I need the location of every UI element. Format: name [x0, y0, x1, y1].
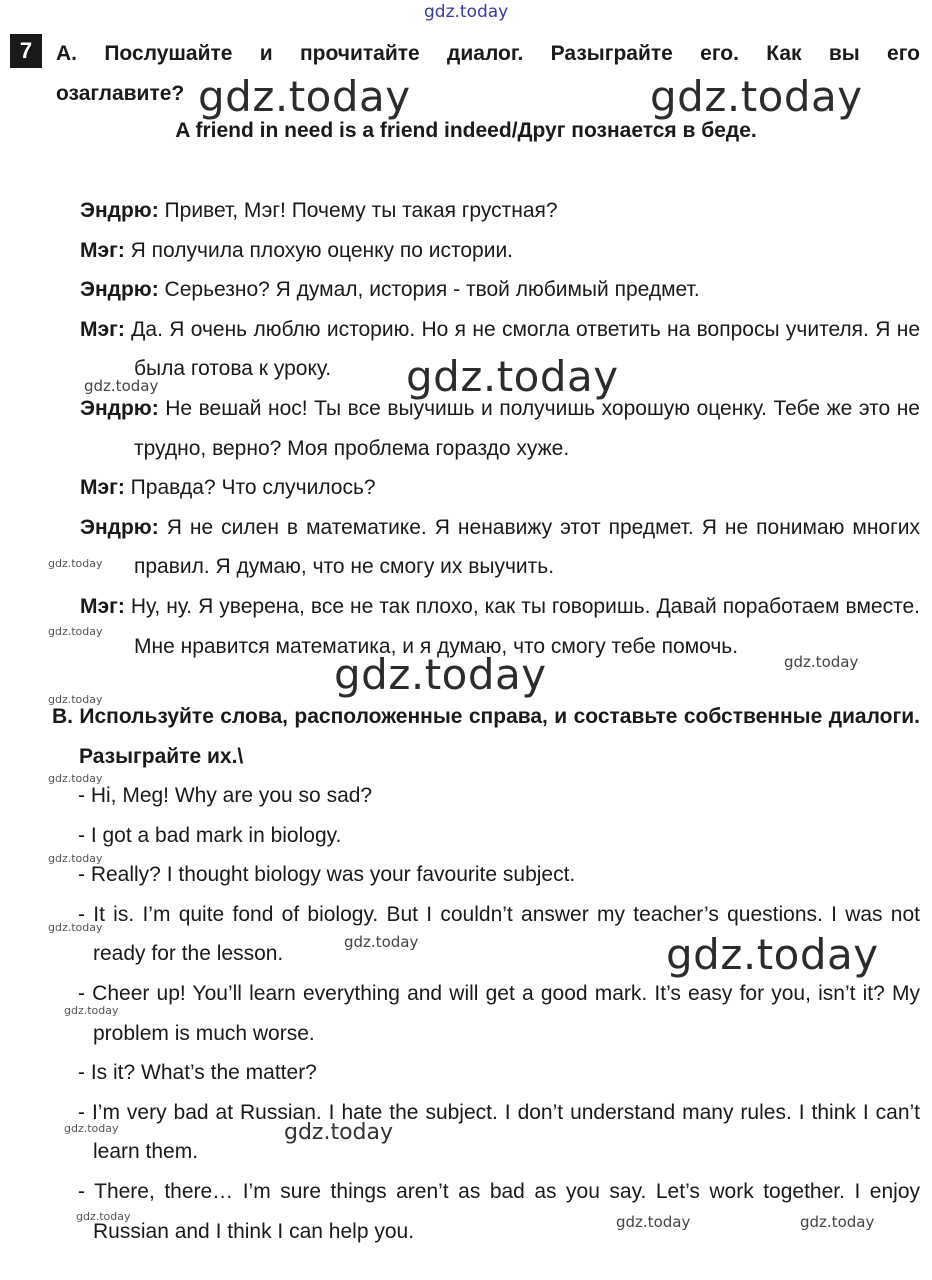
speaker: Мэг: — [80, 317, 125, 341]
speaker: Мэг: — [80, 476, 125, 500]
watermark: gdz.today — [666, 930, 879, 979]
watermark: gdz.today — [406, 352, 619, 401]
watermark: gdz.today — [650, 72, 863, 121]
dialog-line: - I got a bad mark in biology. — [78, 823, 342, 847]
task-number-badge: 7 — [10, 34, 42, 68]
watermark: gdz.today — [84, 377, 159, 395]
dialog-line: - There, there… I’m sure things aren’t as bad as you say. Let’s work together. I enjoy Russian and I think I can help you. — [78, 1179, 920, 1243]
dialog-line: Эндрю: Я не силен в математике. Я ненавижу этот предмет. Я не понимаю многих правил. Я думаю, что не смогу их выучить. — [80, 515, 920, 579]
watermark: gdz.today — [48, 852, 103, 865]
russian-dialog — [80, 191, 920, 666]
speaker: Мэг: — [80, 594, 125, 618]
watermark: gdz.today — [616, 1213, 691, 1231]
speaker: Эндрю: — [80, 199, 159, 222]
dialog-line: Эндрю: Не вешай нос! Ты все выучишь и получишь хорошую оценку. Тебе же это не трудно, верно? Моя проблема гораздо хуже. — [80, 396, 920, 460]
dialog-line: Мэг: Я получила плохую оценку по истории. — [80, 238, 514, 262]
dialog-line: Мэг: Ну, ну. Я уверена, все не так плохо, как ты говоришь. Давай поработаем вместе. Мне нравится математика, и я думаю, что смогу тебе помочь. — [80, 594, 920, 658]
task-a-line2: озаглавите? — [56, 82, 185, 105]
task-a-line1: A. Послушайте и прочитайте диалог. Разыграйте его. Как вы его — [56, 42, 920, 65]
watermark: gdz.today — [284, 1120, 394, 1145]
watermark: gdz.today — [344, 933, 419, 951]
speaker: Эндрю: — [80, 396, 159, 420]
dialog-line: - Really? I thought biology was your favourite subject. — [78, 863, 576, 887]
task-b-instruction: B. Используйте слова, расположенные справа, и составьте собственные диалоги. Разыграйте их.\ — [52, 705, 920, 768]
watermark: gdz.today — [784, 653, 859, 671]
watermark: gdz.today — [48, 921, 103, 934]
watermark: gdz.today — [334, 650, 547, 699]
watermark: gdz.today — [48, 557, 103, 570]
dialog-line: - It is. I’m quite fond of biology. But I couldn’t answer my teacher’s questions. I was not ready for the lesson. — [78, 902, 920, 966]
watermark: gdz.today — [424, 2, 509, 22]
watermark: gdz.today — [76, 1210, 131, 1223]
dialog-line: - Hi, Meg! Why are you so sad? — [78, 784, 373, 807]
dialog-title: A friend in need is a friend indeed/Друг познается в беде. — [175, 119, 757, 142]
watermark: gdz.today — [198, 72, 411, 121]
dialog-line: Эндрю: Привет, Мэг! Почему ты такая грустная? — [80, 199, 558, 222]
watermark: gdz.today — [48, 693, 103, 706]
dialog-line: Мэг: Да. Я очень люблю историю. Но я не смогла ответить на вопросы учителя. Я не была готова к уроку. — [80, 317, 920, 381]
watermark: gdz.today — [64, 1122, 119, 1135]
watermark: gdz.today — [48, 772, 103, 785]
english-dialog — [78, 776, 920, 1251]
dialog-line: - Cheer up! You’ll learn everything and will get a good mark. It’s easy for you, isn’t it? My problem is much worse. — [78, 981, 920, 1045]
dialog-line: Мэг: Правда? Что случилось? — [80, 476, 376, 500]
watermark: gdz.today — [64, 1004, 119, 1017]
dialog-line: - Is it? What’s the matter? — [78, 1061, 317, 1085]
speaker: Эндрю: — [80, 515, 159, 539]
dialog-line: Эндрю: Серьезно? Я думал, история - твой любимый предмет. — [80, 278, 700, 302]
dialog-line: - I’m very bad at Russian. I hate the subject. I don’t understand many rules. I think I can’t learn them. — [78, 1100, 920, 1164]
watermark: gdz.today — [800, 1213, 875, 1231]
speaker: Эндрю: — [80, 278, 159, 302]
watermark: gdz.today — [48, 625, 103, 638]
speaker: Мэг: — [80, 238, 125, 262]
